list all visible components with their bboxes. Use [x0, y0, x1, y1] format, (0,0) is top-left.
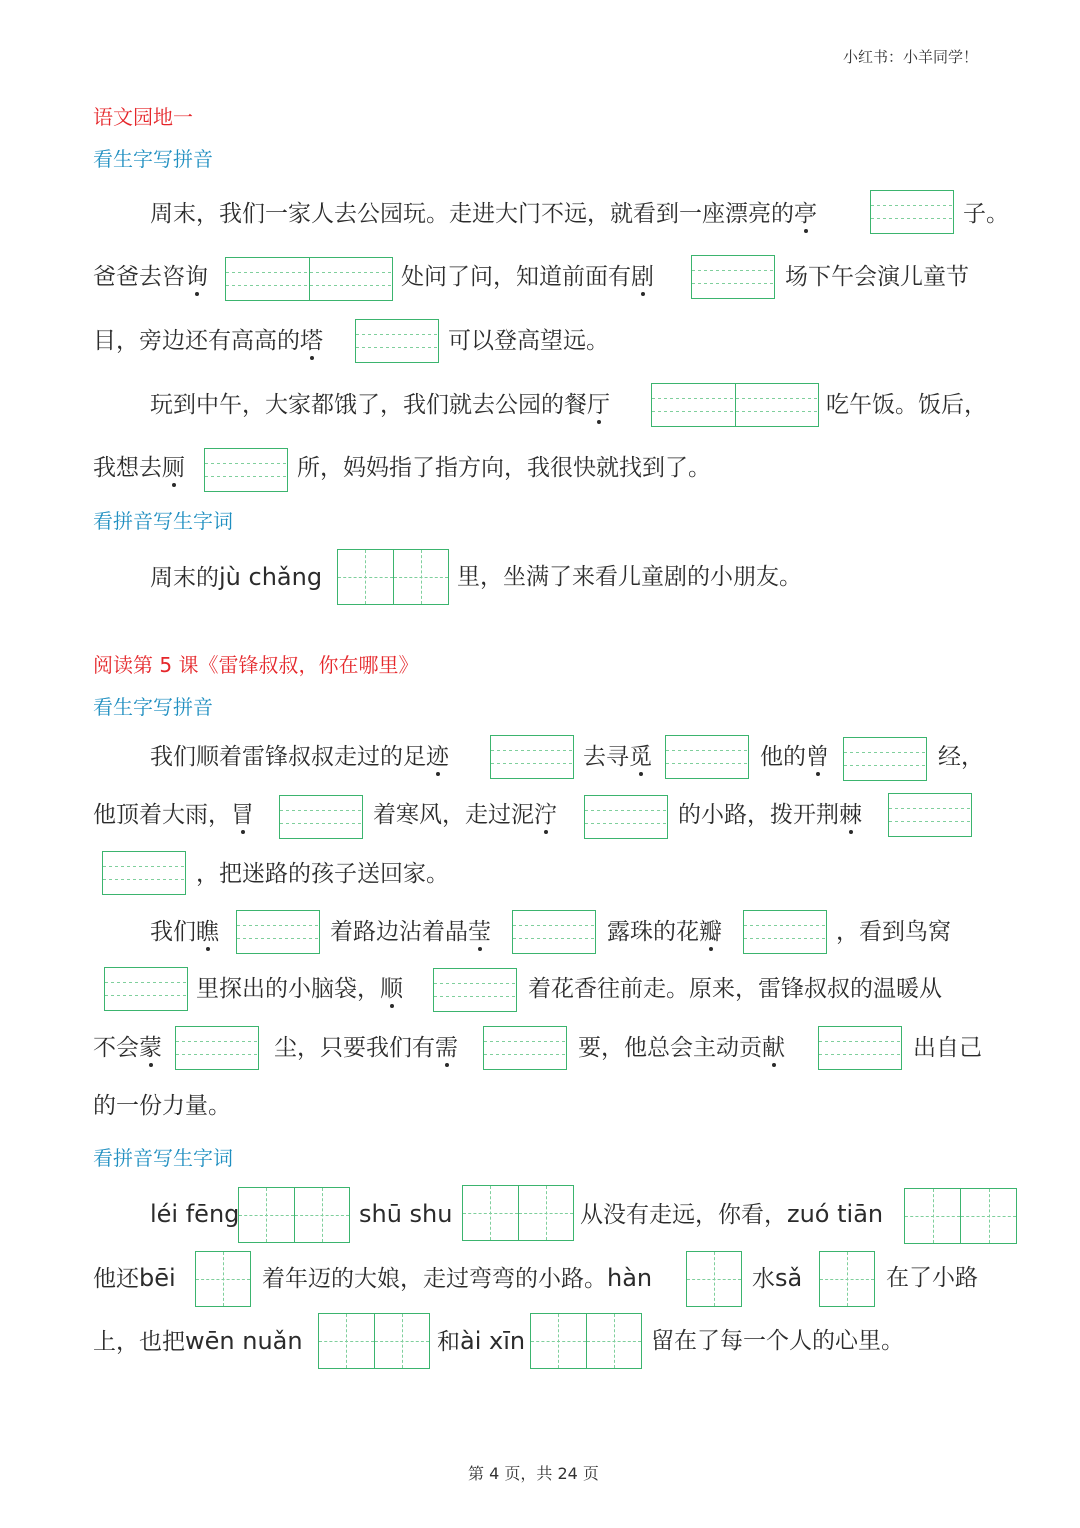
pinyin-prompt: shū shu: [359, 1200, 453, 1228]
pinyin-answer-box[interactable]: [355, 319, 439, 363]
sentence-line: 目，旁边还有高高的塔: [93, 328, 323, 354]
sentence-line: ，把迷路的孩子送回家。: [196, 861, 449, 887]
sentence-line: 玩到中午，大家都饿了，我们就去公园的餐厅: [150, 392, 610, 418]
target-char: 塔: [300, 328, 323, 354]
sentence-line: 着寒风，走过泥泞: [373, 802, 557, 828]
target-char: 觅: [629, 744, 652, 770]
sentence-line: 从没有走远，你看，zuó tiān: [580, 1200, 884, 1228]
character-grid[interactable]: [904, 1188, 1017, 1244]
pinyin-prompt: wēn nuǎn: [185, 1327, 303, 1355]
sentence-line: 着花香往前走。原来，雷锋叔叔的温暖从: [528, 976, 942, 1002]
target-char: 剧: [631, 264, 654, 290]
sentence-line: 周末的jù chǎng: [150, 563, 323, 591]
sentence-line: 我们瞧: [150, 919, 219, 945]
pinyin-prompt: bēi: [139, 1264, 176, 1292]
sentence-line: 处问了问，知道前面有剧: [401, 264, 654, 290]
target-char: 冒: [231, 802, 254, 828]
pinyin-answer-box[interactable]: [843, 737, 927, 781]
target-char: 亭: [794, 201, 817, 227]
pinyin-answer-box[interactable]: [102, 851, 186, 895]
sentence-line: 所，妈妈指了指方向，我很快就找到了。: [297, 455, 711, 481]
target-char: 曾: [806, 744, 829, 770]
pinyin-answer-box[interactable]: [818, 1026, 902, 1070]
sentence-line: 和ài xīn: [437, 1327, 526, 1355]
target-char: 棘: [839, 802, 862, 828]
character-grid[interactable]: [819, 1251, 875, 1307]
task-heading: 看生字写拼音: [93, 695, 213, 719]
section-title: 阅读第 5 课《雷锋叔叔，你在哪里》: [93, 653, 419, 677]
pinyin-prompt: zuó tiān: [787, 1200, 884, 1228]
character-grid[interactable]: [530, 1313, 642, 1369]
pinyin-answer-box[interactable]: [584, 795, 668, 839]
sentence-line: ，看到鸟窝: [836, 919, 951, 945]
sentence-line: 里探出的小脑袋，顺: [196, 976, 403, 1002]
pinyin-answer-box[interactable]: [888, 793, 972, 837]
pinyin-answer-box[interactable]: [175, 1026, 259, 1070]
target-char: 泞: [534, 802, 557, 828]
character-grid[interactable]: [686, 1251, 742, 1307]
sentence-line: 我想去厕: [93, 455, 185, 481]
pinyin-answer-box[interactable]: [651, 383, 819, 427]
sentence-line: 吃午饭。饭后，: [826, 392, 987, 418]
pinyin-answer-box[interactable]: [204, 448, 288, 492]
sentence-line: 着年迈的大娘，走过弯弯的小路。hàn: [262, 1264, 653, 1292]
character-grid[interactable]: [337, 549, 449, 605]
pinyin-prompt: hàn: [607, 1264, 653, 1292]
task-heading: 看拼音写生字词: [93, 1146, 233, 1170]
target-char: 蒙: [139, 1035, 162, 1061]
sentence-line: 要，他总会主动贡献: [578, 1035, 785, 1061]
pinyin-prompt: léi fēng: [150, 1200, 240, 1228]
target-char: 迹: [426, 744, 449, 770]
sentence-line: 尘，只要我们有需: [274, 1035, 458, 1061]
sentence-line: 留在了每一个人的心里。: [651, 1328, 904, 1354]
sentence-line: 出自己: [913, 1035, 982, 1061]
sentence-line: 的一份力量。: [93, 1093, 231, 1119]
character-grid[interactable]: [462, 1185, 574, 1241]
sentence-line: 露珠的花瓣: [607, 919, 722, 945]
target-char: 顺: [380, 976, 403, 1002]
pinyin-answer-box[interactable]: [279, 795, 363, 839]
section-title: 语文园地一: [93, 105, 193, 129]
sentence-line: 着路边沾着晶莹: [330, 919, 491, 945]
pinyin-answer-box[interactable]: [483, 1026, 567, 1070]
pinyin-answer-box[interactable]: [512, 910, 596, 954]
character-grid[interactable]: [318, 1313, 430, 1369]
sentence-line: 子。: [963, 201, 1009, 227]
pinyin-prompt: jù chǎng: [219, 563, 323, 591]
sentence-line: 他的曾: [760, 744, 829, 770]
sentence-line: 在了小路: [886, 1265, 978, 1291]
task-heading: 看生字写拼音: [93, 147, 213, 171]
pinyin-answer-box[interactable]: [870, 190, 954, 234]
pinyin-answer-box[interactable]: [433, 968, 517, 1012]
sentence-line: 水sǎ: [752, 1264, 803, 1292]
source-tag: 小红书：小羊同学！: [843, 48, 979, 66]
sentence-line: 不会蒙: [93, 1035, 162, 1061]
pinyin-answer-box[interactable]: [743, 910, 827, 954]
sentence-line: 的小路，拨开荆棘: [678, 802, 862, 828]
pinyin-answer-box[interactable]: [665, 735, 749, 779]
pinyin-answer-box[interactable]: [691, 255, 775, 299]
character-grid[interactable]: [195, 1251, 251, 1307]
pinyin-prompt: ài xīn: [460, 1327, 526, 1355]
pinyin-answer-box[interactable]: [490, 735, 574, 779]
sentence-line: 场下午会演儿童节: [785, 264, 969, 290]
target-char: 厅: [587, 392, 610, 418]
sentence-line: 去寻觅: [583, 744, 652, 770]
sentence-line: 里，坐满了来看儿童剧的小朋友。: [457, 564, 802, 590]
sentence-line: 上，也把wēn nuǎn: [93, 1327, 303, 1355]
sentence-line: 他还bēi: [93, 1264, 176, 1292]
character-grid[interactable]: [238, 1187, 350, 1243]
task-heading: 看拼音写生字词: [93, 509, 233, 533]
target-char: 厕: [162, 455, 185, 481]
sentence-line: 爸爸去咨询: [93, 264, 208, 290]
target-char: 需: [435, 1035, 458, 1061]
target-char: 询: [185, 264, 208, 290]
sentence-line: 他顶着大雨，冒: [93, 802, 254, 828]
pinyin-answer-box[interactable]: [104, 967, 188, 1011]
target-char: 瓣: [699, 919, 722, 945]
pinyin-answer-box[interactable]: [236, 910, 320, 954]
sentence-line: 可以登高望远。: [448, 328, 609, 354]
sentence-line: 我们顺着雷锋叔叔走过的足迹: [150, 744, 449, 770]
target-char: 莹: [468, 919, 491, 945]
pinyin-answer-box[interactable]: [225, 257, 393, 301]
target-char: 献: [762, 1035, 785, 1061]
sentence-line: 周末，我们一家人去公园玩。走进大门不远，就看到一座漂亮的亭: [150, 201, 817, 227]
sentence-line: 经，: [938, 744, 984, 770]
page-number: 第 4 页，共 24 页: [468, 1464, 599, 1483]
pinyin-prompt: sǎ: [775, 1264, 803, 1292]
target-char: 瞧: [196, 919, 219, 945]
